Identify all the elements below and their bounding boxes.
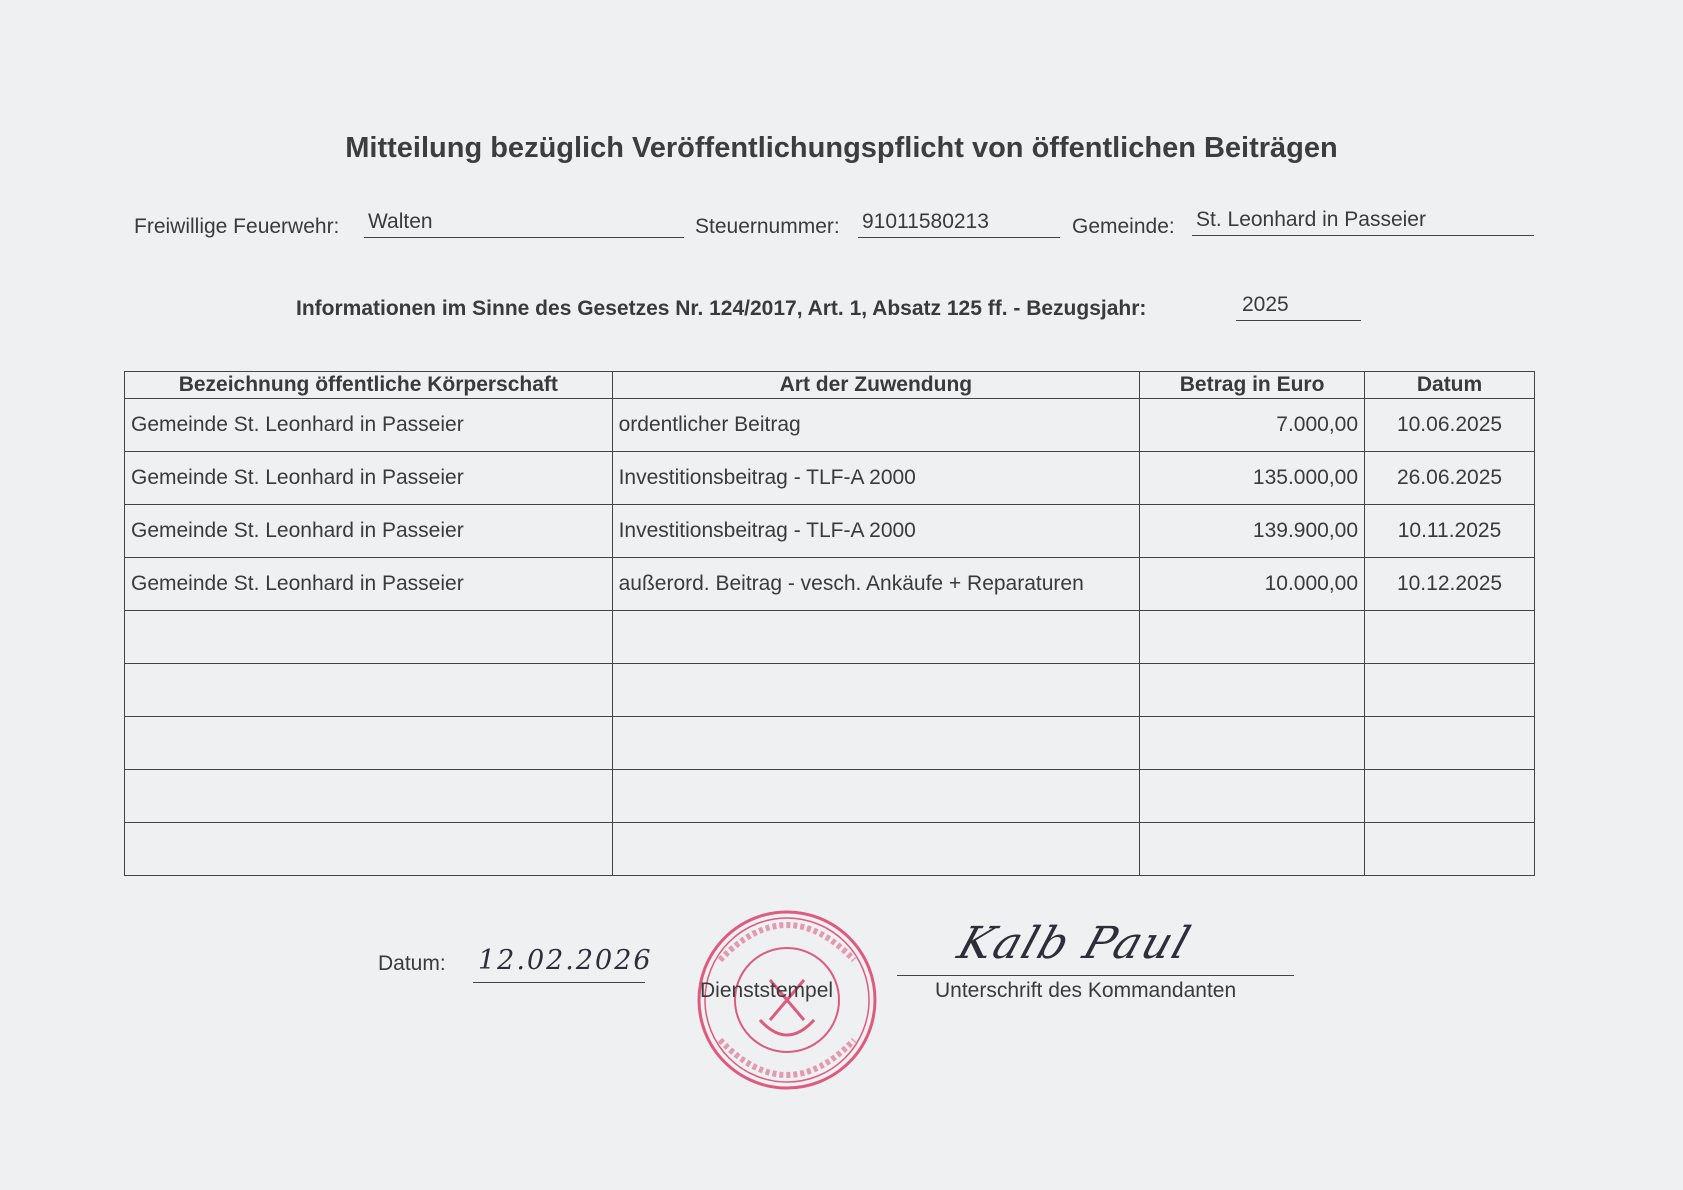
art-cell: außerord. Beitrag - vesch. Ankäufe + Reparaturen — [612, 558, 1140, 611]
betrag-cell — [1140, 770, 1365, 823]
betrag-cell: 139.900,00 — [1140, 505, 1365, 558]
betrag-cell — [1140, 717, 1365, 770]
datum-cell: 10.12.2025 — [1365, 558, 1535, 611]
table-row — [125, 452, 1535, 505]
table-row — [125, 558, 1535, 611]
art-cell: ordentlicher Beitrag — [612, 399, 1140, 452]
legal-info: Informationen im Sinne des Gesetzes Nr. 124/2017, Art. 1, Absatz 125 ff. - Bezugsjahr: — [296, 297, 1147, 320]
column-header: Art der Zuwendung — [612, 372, 1140, 399]
art-cell — [612, 823, 1140, 876]
table-row — [125, 399, 1535, 452]
art-cell — [612, 664, 1140, 717]
body-cell: Gemeinde St. Leonhard in Passeier — [125, 558, 613, 611]
datum-cell: 10.06.2025 — [1365, 399, 1535, 452]
art-cell — [612, 717, 1140, 770]
stamp-lettering-top — [720, 925, 854, 960]
signature-label: Unterschrift des Kommandanten — [935, 979, 1237, 1002]
body-cell: Gemeinde St. Leonhard in Passeier — [125, 505, 613, 558]
datum-cell: 10.11.2025 — [1365, 505, 1535, 558]
body-cell — [125, 770, 613, 823]
gemeinde-value: St. Leonhard in Passeier — [1192, 208, 1534, 236]
datum-cell — [1365, 611, 1535, 664]
gemeinde-label: Gemeinde: — [1072, 215, 1175, 238]
bezugsjahr-value: 2025 — [1236, 293, 1361, 321]
feuerwehr-label: Freiwillige Feuerwehr: — [134, 215, 340, 238]
column-header: Bezeichnung öffentliche Körperschaft — [125, 372, 613, 399]
stamp-label: Dienststempel — [700, 979, 834, 1002]
art-cell: Investitionsbeitrag - TLF-A 2000 — [612, 505, 1140, 558]
betrag-cell: 135.000,00 — [1140, 452, 1365, 505]
steuernummer-label: Steuernummer: — [695, 215, 840, 238]
table-row — [125, 717, 1535, 770]
datum-label: Datum: — [378, 952, 446, 975]
body-cell — [125, 611, 613, 664]
steuernummer-value: 91011580213 — [858, 210, 1060, 238]
table-row — [125, 823, 1535, 876]
body-cell — [125, 717, 613, 770]
signature-handwritten: Kalb Paul — [951, 918, 1198, 969]
table-row — [125, 505, 1535, 558]
datum-cell — [1365, 664, 1535, 717]
table-row — [125, 770, 1535, 823]
body-cell — [125, 823, 613, 876]
datum-handwritten: 12.02.2026 — [478, 945, 653, 976]
betrag-cell: 10.000,00 — [1140, 558, 1365, 611]
document-title: Mitteilung bezüglich Veröffentlichungspflicht von öffentlichen Beiträgen — [345, 132, 1338, 164]
datum-cell — [1365, 770, 1535, 823]
body-cell: Gemeinde St. Leonhard in Passeier — [125, 452, 613, 505]
datum-cell — [1365, 823, 1535, 876]
betrag-cell — [1140, 823, 1365, 876]
feuerwehr-value: Walten — [364, 210, 684, 238]
column-header: Datum — [1365, 372, 1535, 399]
datum-cell — [1365, 717, 1535, 770]
betrag-cell — [1140, 611, 1365, 664]
body-cell — [125, 664, 613, 717]
signature-line — [897, 975, 1294, 976]
art-cell: Investitionsbeitrag - TLF-A 2000 — [612, 452, 1140, 505]
betrag-cell — [1140, 664, 1365, 717]
table-row — [125, 611, 1535, 664]
art-cell — [612, 611, 1140, 664]
body-cell: Gemeinde St. Leonhard in Passeier — [125, 399, 613, 452]
table-header-row — [125, 372, 1535, 399]
datum-cell: 26.06.2025 — [1365, 452, 1535, 505]
column-header: Betrag in Euro — [1140, 372, 1365, 399]
stamp-wreath-icon — [760, 1020, 814, 1035]
stamp-lettering-bottom — [720, 1040, 854, 1075]
betrag-cell: 7.000,00 — [1140, 399, 1365, 452]
contributions-table — [124, 371, 1535, 876]
art-cell — [612, 770, 1140, 823]
table-row — [125, 664, 1535, 717]
